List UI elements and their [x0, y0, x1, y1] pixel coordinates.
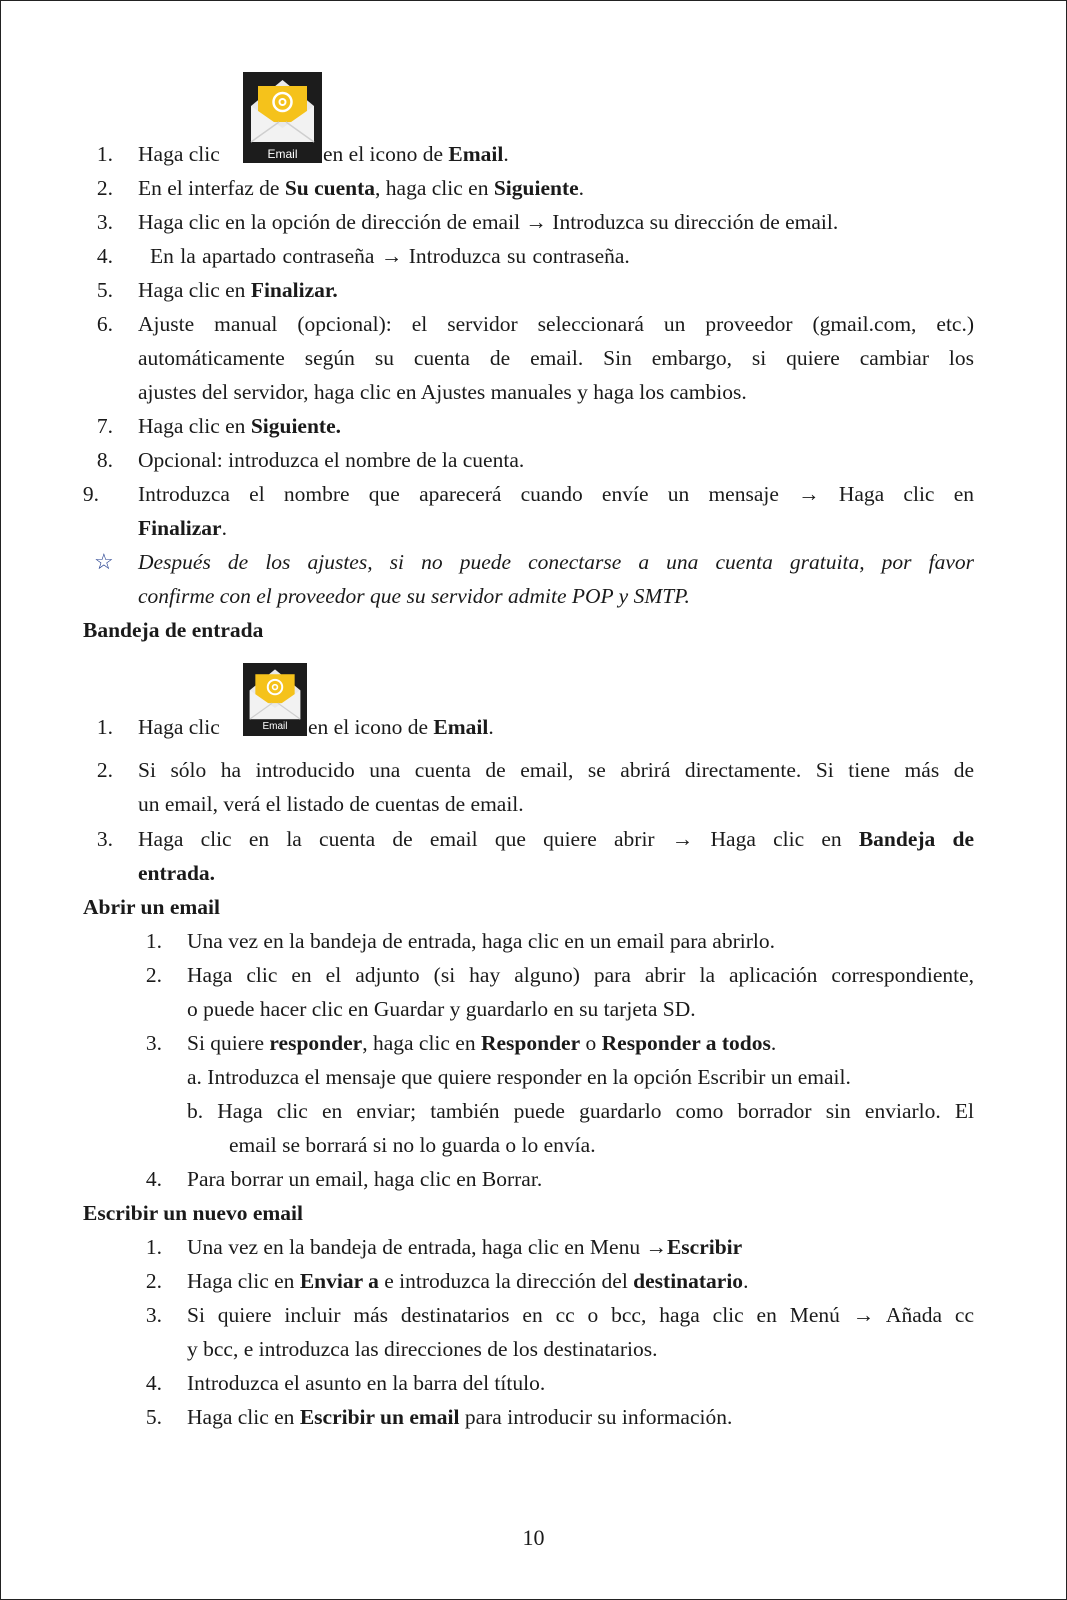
list-number: 2. [96, 176, 113, 200]
sub-item-text: a. Introduzca el mensaje que quiere responder en la opción Escribir un email. [187, 1065, 851, 1089]
sub-item-text: email se borrará si no lo guarda o lo envía. [229, 1133, 596, 1157]
list-item-text: Ajuste manual (opcional): el servidor seleccionará un proveedor (gmail.com, etc.) [138, 312, 974, 336]
list-item-text: Haga clic en Enviar a e introduzca la dirección del destinatario. [187, 1269, 749, 1293]
list-number: 6. [96, 312, 113, 336]
section-heading: Escribir un nuevo email [83, 1201, 303, 1225]
list-number: 2. [145, 1269, 162, 1293]
list-item-text: Haga clic en Escribir un email para introducir su información. [187, 1405, 733, 1429]
list-item-text: Haga clic en Finalizar. [138, 278, 338, 302]
list-item-text: Haga clic en el adjunto (si hay alguno) para abrir la aplicación correspondiente, [187, 963, 974, 987]
list-number: 1. [96, 715, 113, 739]
star-icon: ☆ [94, 549, 114, 574]
list-number: 8. [96, 448, 113, 472]
list-item-text: Una vez en la bandeja de entrada, haga clic en un email para abrirlo. [187, 929, 775, 953]
email-app-icon [243, 663, 307, 736]
list-item-text [323, 142, 509, 166]
list-number: 3. [145, 1031, 162, 1055]
list-number: 1. [145, 1235, 162, 1259]
note-text: confirme con el proveedor que su servidor admite POP y SMTP. [138, 584, 690, 608]
text: Haga clic [138, 142, 220, 166]
text: en el icono de [308, 715, 434, 739]
list-number: 4. [145, 1371, 162, 1395]
email-app-icon [243, 72, 322, 163]
list-item-text: o puede hacer clic en Guardar y guardarlo en su tarjeta SD. [187, 997, 696, 1021]
text: . [503, 142, 509, 166]
list-number: 4. [145, 1167, 162, 1191]
list-number: 5. [96, 278, 113, 302]
list-item-text: Introduzca el asunto en la barra del título. [187, 1371, 546, 1395]
list-item-text: En la apartado contraseña → Introduzca su contraseña. [150, 244, 630, 268]
list-item-text [308, 715, 494, 739]
list-number: 7. [96, 414, 113, 438]
list-item-text: Opcional: introduzca el nombre de la cuenta. [138, 448, 525, 472]
list-item-text: Haga clic en la cuenta de email que quiere abrir → Haga clic en Bandeja de [138, 827, 974, 851]
list-number: 3. [145, 1303, 162, 1327]
list-item-text: entrada. [138, 861, 216, 885]
list-item-text [138, 715, 220, 739]
list-item-text: Haga clic en la opción de dirección de email → Introduzca su dirección de email. [138, 210, 839, 234]
sub-item-text: b. Haga clic en enviar; también puede guardarlo como borrador sin enviarlo. El [187, 1099, 974, 1123]
list-item-text: Si quiere responder, haga clic en Responder o Responder a todos. [187, 1031, 777, 1055]
list-item-text: En el interfaz de Su cuenta, haga clic en Siguiente. [138, 176, 585, 200]
list-number: 5. [145, 1405, 162, 1429]
list-item-text [138, 142, 220, 166]
text-bold: Email [448, 142, 504, 166]
list-item-text: un email, verá el listado de cuentas de email. [138, 792, 524, 816]
list-number: 4. [96, 244, 113, 268]
list-number: 9. [82, 482, 99, 506]
text: en el icono de [323, 142, 449, 166]
list-item-text: ajustes del servidor, haga clic en Ajustes manuales y haga los cambios. [138, 380, 747, 404]
list-number: 3. [96, 827, 113, 851]
section-heading: Abrir un email [83, 895, 220, 919]
list-number: 1. [96, 142, 113, 166]
list-item-text: Finalizar. [138, 516, 227, 540]
text: . [488, 715, 494, 739]
list-number: 2. [145, 963, 162, 987]
list-item-text: Haga clic en Siguiente. [138, 414, 342, 438]
list-item-text: Si sólo ha introducido una cuenta de email, se abrirá directamente. Si tiene más de [138, 758, 974, 782]
note-text: Después de los ajustes, si no puede conectarse a una cuenta gratuita, por favor [138, 550, 974, 574]
list-item-text: Una vez en la bandeja de entrada, haga clic en Menu →Escribir [187, 1235, 743, 1259]
list-item-text: Para borrar un email, haga clic en Borrar. [187, 1167, 543, 1191]
text-bold: Email [433, 715, 489, 739]
page-number: 10 [522, 1525, 545, 1550]
email-icon-label: Email [262, 721, 288, 732]
list-item-text: Si quiere incluir más destinatarios en cc o bcc, haga clic en Menú → Añada cc [187, 1303, 974, 1327]
email-icon-label: Email [267, 147, 298, 161]
list-number: 1. [145, 929, 162, 953]
text: Haga clic [138, 715, 220, 739]
list-number: 2. [96, 758, 113, 782]
section-heading: Bandeja de entrada [83, 618, 264, 642]
list-item-text: y bcc, e introduzca las direcciones de los destinatarios. [187, 1337, 658, 1361]
list-item-text: Introduzca el nombre que aparecerá cuando envíe un mensaje → Haga clic en [138, 482, 974, 506]
list-item-text: automáticamente según su cuenta de email. Sin embargo, si quiere cambiar los [138, 346, 974, 370]
list-number: 3. [96, 210, 113, 234]
